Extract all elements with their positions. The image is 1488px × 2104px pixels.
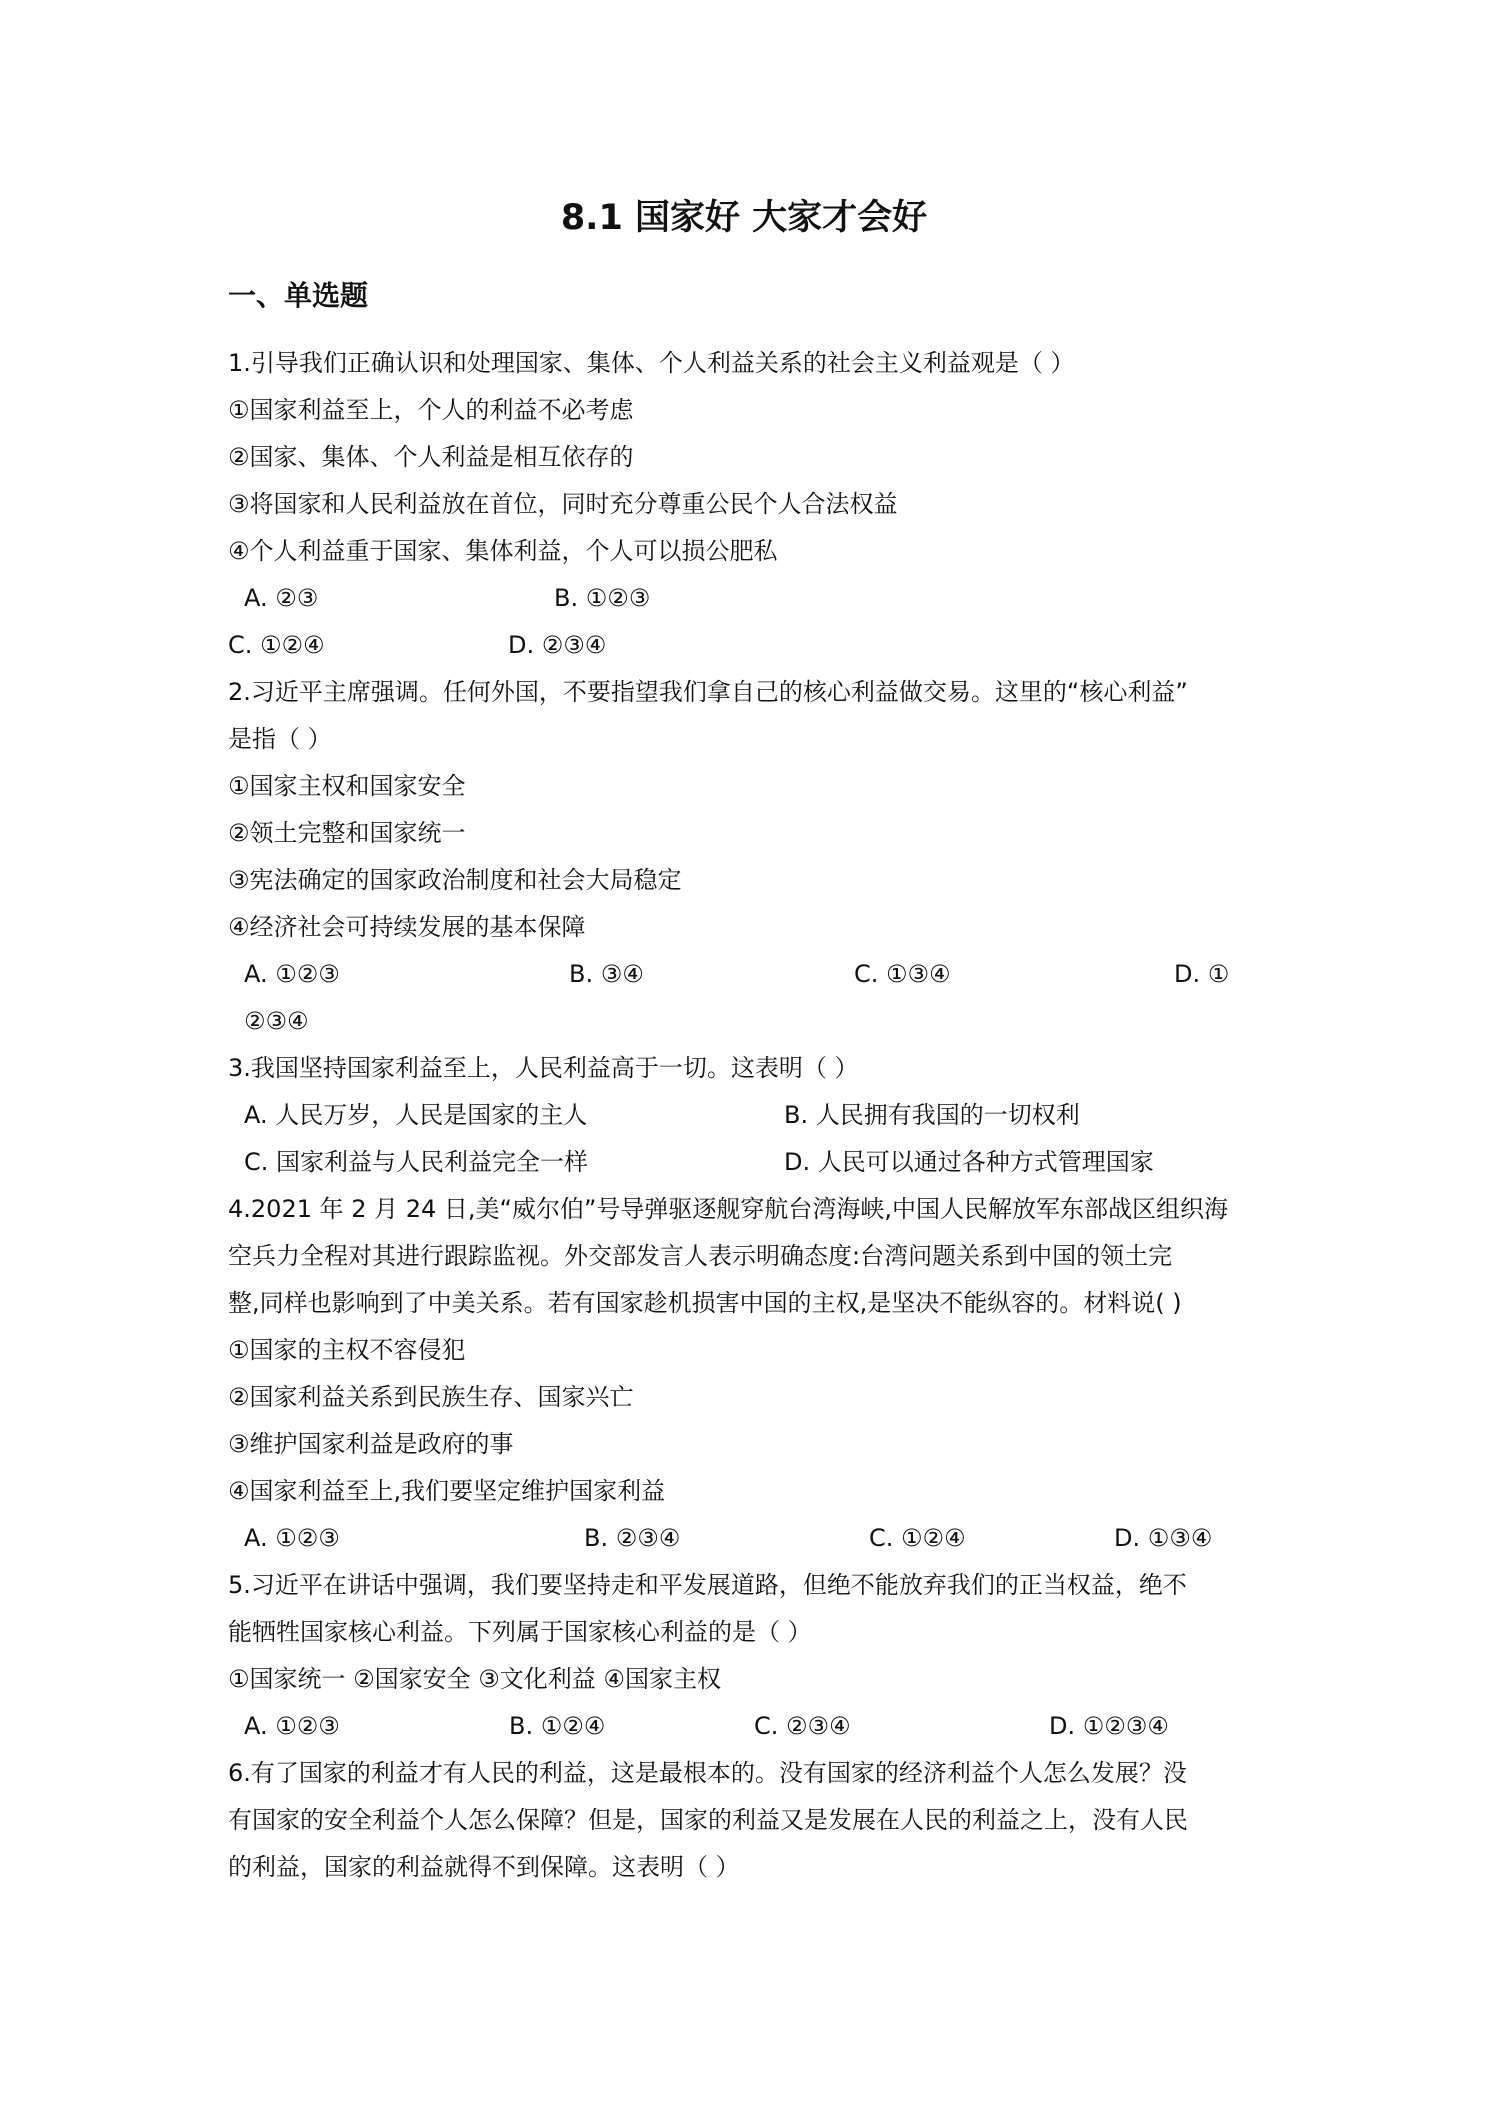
option-b[interactable]: B. ②③④ [584, 1524, 681, 1552]
statement-item: ③将国家和人民利益放在首位，同时充分尊重公民个人合法权益 [228, 490, 898, 518]
option-c[interactable]: C. ①②④ [228, 631, 325, 659]
question-stem: 5.习近平在讲话中强调，我们要坚持走和平发展道路，但绝不能放弃我们的正当权益，绝不 [228, 1571, 1187, 1599]
option-d[interactable]: D. ①②③④ [1049, 1712, 1169, 1740]
option-c[interactable]: C. ①③④ [854, 960, 951, 988]
answer-options [228, 622, 1278, 669]
section-heading: 一、单选题 [228, 279, 369, 312]
page-title: 8.1 国家好 大家才会好 [560, 198, 928, 238]
answer-options [228, 1092, 1278, 1139]
answer-options [228, 1139, 1278, 1186]
option-a[interactable]: A. 人民万岁，人民是国家的主人 [244, 1101, 588, 1129]
option-b[interactable]: B. ①②④ [509, 1712, 606, 1740]
option-b[interactable]: B. ③④ [569, 960, 644, 988]
statement-item: ③维护国家利益是政府的事 [228, 1430, 514, 1458]
option-b[interactable]: B. 人民拥有我国的一切权利 [784, 1101, 1080, 1129]
option-d-continued: ②③④ [244, 1007, 309, 1035]
option-a[interactable]: A. ①②③ [244, 1712, 340, 1740]
option-c[interactable]: C. 国家利益与人民利益完全一样 [244, 1148, 589, 1176]
question-6 [228, 1750, 1278, 1891]
statement-item: ②国家、集体、个人利益是相互依存的 [228, 443, 634, 471]
option-d[interactable]: D. ②③④ [508, 631, 607, 659]
question-stem: 整,同样也影响到了中美关系。若有国家趁机损害中国的主权,是坚决不能纵容的。材料说( ) [228, 1289, 1182, 1317]
statement-items: ①国家统一 ②国家安全 ③文化利益 ④国家主权 [228, 1665, 721, 1693]
question-stem: 空兵力全程对其进行跟踪监视。外交部发言人表示明确态度:台湾问题关系到中国的领土完 [228, 1242, 1173, 1270]
statement-item: ②国家利益关系到民族生存、国家兴亡 [228, 1383, 634, 1411]
option-a[interactable]: A. ①②③ [244, 1524, 340, 1552]
question-stem: 2.习近平主席强调。任何外国，不要指望我们拿自己的核心利益做交易。这里的“核心利益” [228, 678, 1188, 706]
question-stem: 的利益，国家的利益就得不到保障。这表明（ ） [228, 1853, 740, 1881]
statement-item: ①国家主权和国家安全 [228, 772, 466, 800]
statement-item: ④国家利益至上,我们要坚定维护国家利益 [228, 1477, 666, 1505]
question-stem: 能牺牲国家核心利益。下列属于国家核心利益的是（ ） [228, 1618, 812, 1646]
statement-item: ④经济社会可持续发展的基本保障 [228, 913, 586, 941]
option-d[interactable]: D. ① [1174, 960, 1230, 988]
option-c[interactable]: C. ②③④ [754, 1712, 851, 1740]
option-d[interactable]: D. 人民可以通过各种方式管理国家 [784, 1148, 1154, 1176]
option-a[interactable]: A. ①②③ [244, 960, 340, 988]
answer-options [228, 575, 1278, 622]
question-5 [228, 1562, 1278, 1750]
statement-item: ①国家利益至上，个人的利益不必考虑 [228, 396, 634, 424]
question-stem: 是指（ ） [228, 725, 332, 753]
question-list [228, 340, 1278, 1891]
answer-options [228, 951, 1278, 998]
statement-item: ②领土完整和国家统一 [228, 819, 466, 847]
question-2 [228, 669, 1278, 1045]
question-4 [228, 1186, 1278, 1562]
answer-options [228, 1703, 1278, 1750]
question-stem: 3.我国坚持国家利益至上，人民利益高于一切。这表明（ ） [228, 1054, 859, 1082]
option-c[interactable]: C. ①②④ [869, 1524, 966, 1552]
answer-options [228, 1515, 1278, 1562]
statement-item: ①国家的主权不容侵犯 [228, 1336, 466, 1364]
option-d[interactable]: D. ①③④ [1114, 1524, 1213, 1552]
statement-item: ③宪法确定的国家政治制度和社会大局稳定 [228, 866, 682, 894]
statement-item: ④个人利益重于国家、集体利益，个人可以损公肥私 [228, 537, 778, 565]
question-stem: 1.引导我们正确认识和处理国家、集体、个人利益关系的社会主义利益观是（ ） [228, 349, 1075, 377]
question-stem: 6.有了国家的利益才有人民的利益，这是最根本的。没有国家的经济利益个人怎么发展？没 [228, 1759, 1187, 1787]
question-3 [228, 1045, 1278, 1186]
option-b[interactable]: B. ①②③ [554, 584, 651, 612]
question-stem: 有国家的安全利益个人怎么保障？但是，国家的利益又是发展在人民的利益之上，没有人民 [228, 1806, 1188, 1834]
option-a[interactable]: A. ②③ [244, 584, 319, 612]
question-stem: 4.2021 年 2 月 24 日,美“威尔伯”号导弹驱逐舰穿航台湾海峡,中国人民解放军东部战区组织海 [228, 1195, 1229, 1223]
question-1 [228, 340, 1278, 669]
